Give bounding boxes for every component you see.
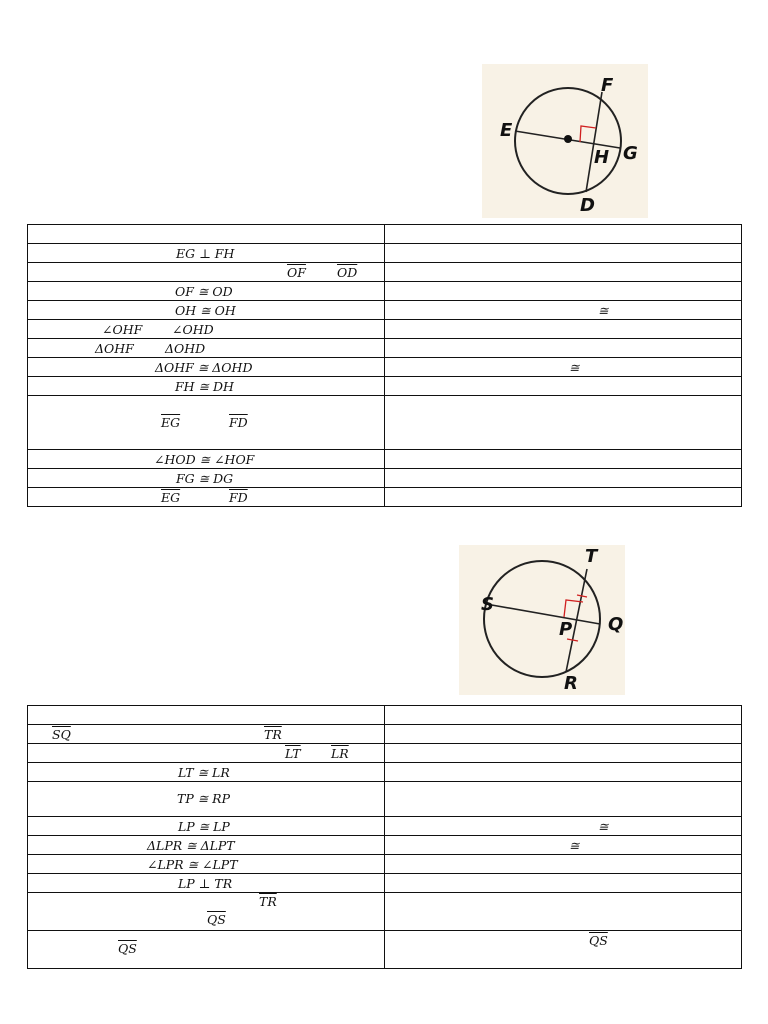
- table-row: [28, 855, 742, 874]
- statement-part-b: $\overline{FD}$: [229, 490, 248, 505]
- statement-part-b: $\overline{LR}$: [331, 746, 349, 761]
- table-row: [28, 244, 742, 263]
- statement-part-a: $\overline{EG}$: [161, 415, 181, 430]
- label-E: E: [500, 120, 513, 141]
- table-row: [28, 396, 742, 450]
- table-row: [28, 874, 742, 893]
- table-row: [28, 763, 742, 782]
- statement: LP ≅ LP: [178, 819, 230, 834]
- statement: LP ⊥ TR: [178, 876, 233, 891]
- proof-table-2: [27, 705, 742, 969]
- statement: LT ≅ LR: [178, 765, 230, 780]
- table-row: [28, 225, 742, 244]
- label-Q: Q: [608, 614, 624, 635]
- table-row: [28, 263, 742, 282]
- statement: FH ≅ DH: [175, 379, 234, 394]
- reason: ≅: [569, 360, 580, 375]
- table-row: [28, 469, 742, 488]
- statement-part-a: ΔOHF: [95, 341, 134, 356]
- statement: EG ⊥ FH: [176, 246, 235, 261]
- statement-part-a: $\overline{TR}$: [259, 894, 277, 909]
- statement-part-a: $\overline{SQ}$: [52, 727, 71, 742]
- table-row: [28, 725, 742, 744]
- reason: ≅: [569, 838, 580, 853]
- statement-part-a: $\overline{LT}$: [285, 746, 301, 761]
- table-row: [28, 301, 742, 320]
- statement: ΔLPR ≅ ΔLPT: [147, 838, 235, 853]
- table-row: [28, 893, 742, 931]
- table-row: [28, 931, 742, 969]
- statement-part-a: ∠OHF: [102, 322, 143, 337]
- table-row: [28, 817, 742, 836]
- statement-part-a: $\overline{EG}$: [161, 490, 181, 505]
- table-row: [28, 282, 742, 301]
- reason: ≅: [598, 819, 609, 834]
- statement: $\overline{QS}$: [118, 941, 137, 956]
- label-F: F: [601, 75, 614, 96]
- table-row: [28, 744, 742, 763]
- statement: ∠HOD ≅ ∠HOF: [154, 452, 255, 467]
- statement-part-b: ΔOHD: [165, 341, 206, 356]
- table-row: [28, 782, 742, 817]
- circle-diagram-2: [459, 545, 625, 695]
- circle-diagram-1: [482, 64, 648, 218]
- table-row: [28, 358, 742, 377]
- reason: $\overline{QS}$: [589, 933, 608, 948]
- label-H: H: [594, 147, 610, 168]
- reason: ≅: [598, 303, 609, 318]
- statement: OH ≅ OH: [175, 303, 236, 318]
- statement-part-b: ∠OHD: [172, 322, 214, 337]
- table-row: [28, 377, 742, 396]
- table-row: [28, 488, 742, 507]
- table-row: [28, 339, 742, 358]
- table-row: [28, 836, 742, 855]
- label-G: G: [623, 143, 638, 164]
- statement: ΔOHF ≅ ΔOHD: [155, 360, 253, 375]
- statement-part-b: $\overline{FD}$: [229, 415, 248, 430]
- statement-part-a: $\overline{OF}$: [287, 265, 306, 280]
- label-P: P: [559, 619, 573, 640]
- table-row: [28, 320, 742, 339]
- label-R: R: [564, 673, 578, 694]
- proof-table-1: [27, 224, 742, 507]
- statement-part-b: $\overline{TR}$: [264, 727, 282, 742]
- statement: ∠LPR ≅ ∠LPT: [147, 857, 238, 872]
- circle-figure-1: [482, 64, 648, 218]
- circle-figure-2: [459, 545, 625, 695]
- statement-part-b: $\overline{OD}$: [337, 265, 358, 280]
- label-S: S: [481, 594, 494, 615]
- statement-part-b: $\overline{QS}$: [207, 912, 226, 927]
- label-T: T: [585, 546, 598, 567]
- statement: TP ≅ RP: [177, 791, 230, 806]
- table-row: [28, 450, 742, 469]
- statement: OF ≅ OD: [175, 284, 233, 299]
- table-row: [28, 706, 742, 725]
- statement: FG ≅ DG: [176, 471, 234, 486]
- label-D: D: [580, 195, 595, 216]
